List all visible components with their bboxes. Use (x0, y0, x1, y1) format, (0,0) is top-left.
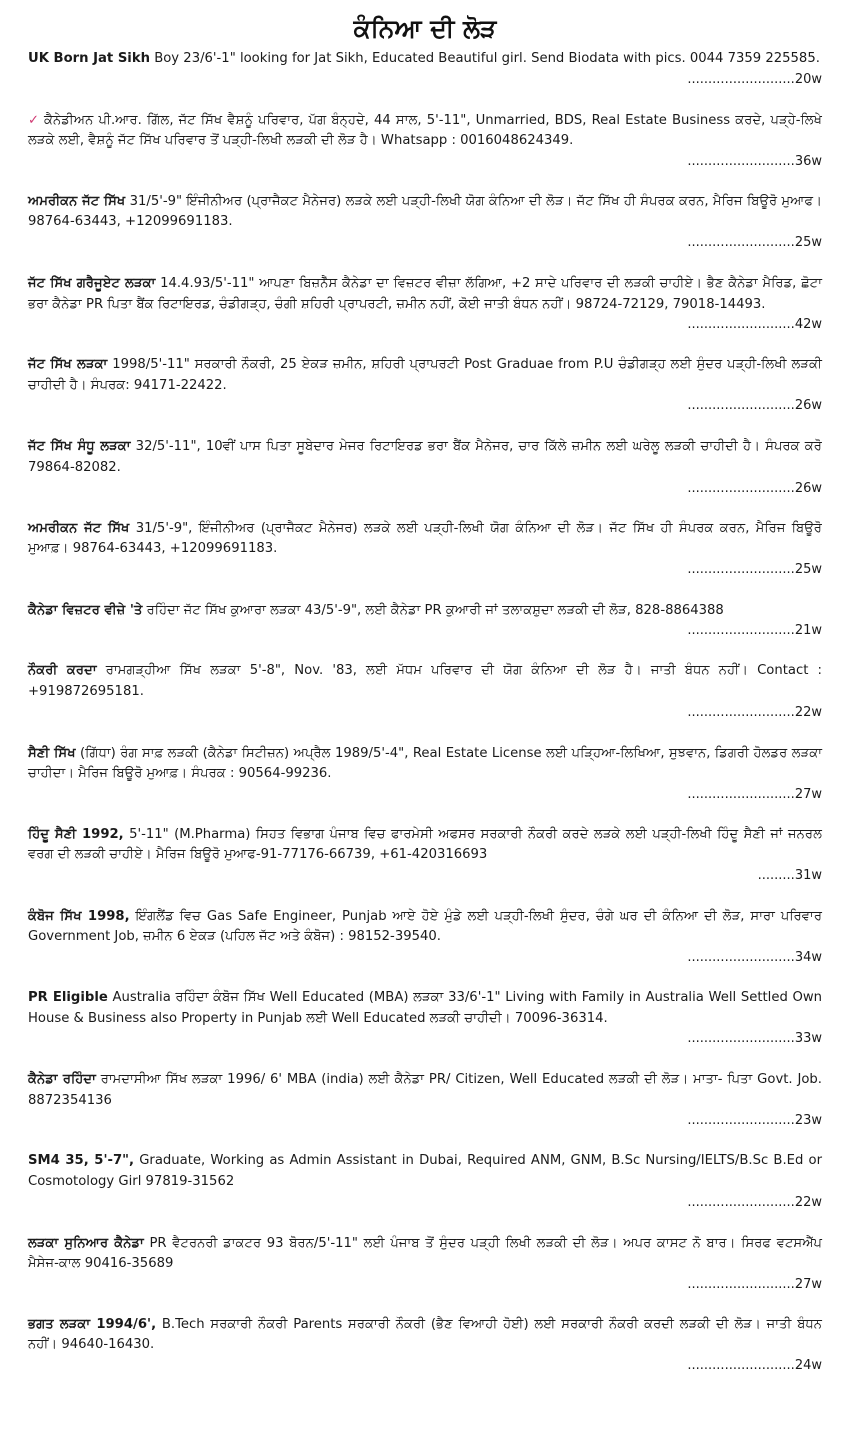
ad-headline: ਅਮਰੀਕਨ ਜੱਟ ਸਿੱਖ (28, 193, 126, 209)
ad-text: 5'-11" (M.Pharma) ਸਿਹਤ ਵਿਭਾਗ ਪੰਜਾਬ ਵਿਚ ਫਾਰਮੇਸੀ ਅਫਸਰ ਸਰਕਾਰੀ ਨੌਕਰੀ ਕਰਦੇ ਲੜਕੇ ਲਈ ਪੜ੍ਹੀ-ਲਿਖੀ ਹਿੰਦੂ ਸੈਣੀ ਜਾਂ ਜਨਰਲ ਵਰਗ ਦੀ ਲੜਕੀ ਚਾਹੀਏ। ਮੈਰਿਜ ਬਿਊਰੋ ਮੁਆਫ-91-77176-66739, +61-420316693 (28, 826, 822, 863)
ad-word-count: ..........................42w (687, 317, 822, 333)
page-title: ਕੰਨਿਆ ਦੀ ਲੋੜ (353, 14, 497, 43)
ad-text: B.Tech ਸਰਕਾਰੀ ਨੌਕਰੀ Parents ਸਰਕਾਰੀ ਨੌਕਰੀ (ਭੈਣ ਵਿਆਹੀ ਹੋਈ) ਲਈ ਸਰਕਾਰੀ ਨੌਕਰੀ ਕਰਦੀ ਲੜਕੀ ਦੀ ਲੋੜ। ਜਾਤੀ ਬੰਧਨ ਨਹੀਂ। 94640-16430. (28, 1316, 823, 1353)
ad-body (28, 744, 822, 785)
ad-body (28, 355, 822, 396)
classified-ad (28, 49, 822, 90)
ad-word-count: ..........................24w (687, 1358, 822, 1373)
checkmark-icon: ✓ (28, 112, 40, 128)
ad-body (28, 825, 822, 866)
ad-headline: ਲੜਕਾ ਸੁਨਿਆਰ ਕੈਨੇਡਾ (28, 1235, 144, 1251)
ad-word-count: ..........................25w (687, 234, 822, 250)
classified-ad (28, 355, 822, 416)
ad-body (28, 661, 822, 702)
ad-body (28, 907, 822, 948)
ad-headline: ਕੈਨੇਡਾ ਰਹਿੰਦਾ (28, 1072, 96, 1088)
ad-headline: ਜੱਟ ਸਿੱਖ ਲੜਕਾ (28, 357, 108, 373)
ad-text: 14.4.93/5'-11" ਆਪਣਾ ਬਿਜ਼ਨੈੱਸ ਕੈਨੇਡਾ ਦਾ ਵਿਜ਼ਟਰ ਵੀਜ਼ਾ ਲੱਗਿਆ, +2 ਸਾਦੇ ਪਰਿਵਾਰ ਦੀ ਲੜਕੀ ਚਾਹੀਏ। ਭੈਣ ਕੈਨੇਡਾ ਮੈਰਿਡ, ਛੋਟਾ ਭਰਾ ਕੈਨੇਡਾ PR ਪਿਤਾ ਬੈਂਕ ਰਿਟਾਇਰਡ, ਚੰਡੀਗੜ੍ਹ, ਚੰਗੀ ਸ਼ਹਿਰੀ ਪ੍ਰਾਪਰਟੀ, ਜ਼ਮੀਨ ਨਹੀਂ, ਕੋਈ ਜਾਤੀ ਬੰਧਨ ਨਹੀਂ। 98724-72129, 79018-14493. (28, 275, 822, 312)
ad-text: 1998/5'-11" ਸਰਕਾਰੀ ਨੌਕਰੀ, 25 ਏਕੜ ਜ਼ਮੀਨ, ਸ਼ਹਿਰੀ ਪ੍ਰਾਪਰਟੀ Post Graduae from P.U ਚੰਡੀਗੜ੍ਹ ਲਈ ਸੁੰਦਰ ਪੜ੍ਹੀ-ਲਿਖੀ ਲੜਕੀ ਚਾਹੀਦੀ ਹੈ। ਸੰਪਰਕ: 94171-22422. (28, 357, 822, 393)
ad-body (28, 49, 822, 70)
ad-headline: PR Eligible (28, 990, 108, 1006)
ad-word-count: ..........................26w (687, 480, 822, 496)
ad-word-count: ..........................27w (687, 1276, 822, 1292)
classified-ad (28, 661, 822, 722)
ad-word-count: .........31w (757, 867, 822, 883)
ad-body (28, 601, 822, 622)
ad-text: Australia ਰਹਿੰਦਾ ਕੰਬੋਜ ਸਿੱਖ Well Educated (MBA) ਲੜਕਾ 33/6'-1" Living with Family in Australia Well Settled Own House & Business also Property in Punjab ਲਈ Well Educated ਲੜਕੀ ਚਾਹੀਦੀ। 70096-36314. (28, 990, 822, 1026)
ad-word-count: ..........................25w (687, 561, 822, 577)
classified-ad (28, 825, 822, 886)
ad-headline: ਜੱਟ ਸਿੱਖ ਸੰਧੂ ਲੜਕਾ (28, 439, 131, 455)
ad-body (28, 1234, 822, 1275)
ad-headline: ਭਗਤ ਲੜਕਾ 1994/6', (28, 1316, 157, 1332)
classified-ad (28, 744, 822, 805)
classified-ad (28, 907, 822, 968)
ad-headline: ਸੈਣੀ ਸਿੱਖ (28, 745, 76, 761)
ad-text: 31/5'-9", ਇੰਜੀਨੀਅਰ (ਪ੍ਰਾਜੈਕਟ ਮੈਨੇਜਰ) ਲੜਕੇ ਲਈ ਪੜ੍ਹੀ-ਲਿਖੀ ਯੋਗ ਕੰਨਿਆ ਦੀ ਲੋੜ। ਜੱਟ ਸਿੱਖ ਹੀ ਸੰਪਰਕ ਕਰਨ, ਮੈਰਿਜ ਬਿਊਰੋ ਮੁਆਫ਼। 98764-63443, +12099691183. (28, 520, 822, 557)
classified-ad (28, 601, 822, 642)
ad-body (28, 111, 822, 152)
classified-ad (28, 1315, 822, 1376)
ad-text: 32/5'-11", 10ਵੀਂ ਪਾਸ ਪਿਤਾ ਸੂਬੇਦਾਰ ਮੇਜਰ ਰਿਟਾਇਰਡ ਭਰਾ ਬੈਂਕ ਮੈਨੇਜਰ, ਚਾਰ ਕਿੱਲੇ ਜ਼ਮੀਨ ਲਈ ਘਰੇਲੂ ਲੜਕੀ ਚਾਹੀਦੀ ਹੈ। ਸੰਪਰਕ ਕਰੋ 79864-82082. (28, 439, 822, 475)
ad-headline: ਕੈਨੇਡਾ ਵਿਜ਼ਟਰ ਵੀਜ਼ੇ 'ਤੇ (28, 602, 143, 618)
classified-ad (28, 519, 822, 580)
ad-text: ਰਹਿੰਦਾ ਜੱਟ ਸਿੱਖ ਕੁਆਰਾ ਲੜਕਾ 43/5'-9", ਲਈ ਕੈਨੇਡਾ PR ਕੁਆਰੀ ਜਾਂ ਤਲਾਕਸ਼ੁਦਾ ਲੜਕੀ ਦੀ ਲੋੜ, 828-8864388 (142, 602, 724, 618)
ad-text: PR ਵੈਟਰਨਰੀ ਡਾਕਟਰ 93 ਬੋਰਨ/5'-11" ਲਈ ਪੰਜਾਬ ਤੋਂ ਸੁੰਦਰ ਪੜ੍ਹੀ ਲਿਖੀ ਲੜਕੀ ਦੀ ਲੋੜ। ਅਪਰ ਕਾਸਟ ਨੋ ਬਾਰ। ਸਿਰਫ ਵਟਸਐੱਪ ਮੈਸੇਜ-ਕਾਲ 90416-35689 (28, 1235, 822, 1272)
ad-word-count: ..........................22w (687, 704, 822, 720)
ad-body (28, 1151, 822, 1192)
ad-text: ਰਾਮਗੜ੍ਹੀਆ ਸਿੱਖ ਲੜਕਾ 5'-8", Nov. '83, ਲਈ ਮੱਧਮ ਪਰਿਵਾਰ ਦੀ ਯੋਗ ਕੰਨਿਆ ਦੀ ਲੋੜ ਹੈ। ਜਾਤੀ ਬੰਧਨ ਨਹੀਂ। Contact : +919872695181. (28, 663, 822, 699)
classified-ad (28, 111, 822, 172)
ad-headline: SM4 35, 5'-7", (28, 1153, 135, 1169)
ads-list (28, 49, 822, 1376)
ad-text: ਕੈਨੇਡੀਅਨ ਪੀ.ਆਰ. ਗਿੱਲ, ਜੱਟ ਸਿੱਖ ਵੈਸ਼ਨੂੰ ਪਰਿਵਾਰ, ਪੱਗ ਬੰਨ੍ਹਦੇ, 44 ਸਾਲ, 5'-11", Unmarried, BDS, Real Estate Business ਕਰਦੇ, ਪੜ੍ਹੇ-ਲਿਖੇ ਲੜਕੇ ਲਈ, ਵੈਸ਼ਨੂੰ ਜੱਟ ਸਿੱਖ ਪਰਿਵਾਰ ਤੋਂ ਪੜ੍ਹੀ-ਲਿਖੀ ਲੜਕੀ ਦੀ ਲੋੜ ਹੈ। Whatsapp : 0016048624349. (28, 112, 822, 149)
ad-headline: ਜੱਟ ਸਿੱਖ ਗਰੈਜੂਏਟ ਲੜਕਾ (28, 275, 156, 291)
ad-text: 31/5'-9" ਇੰਜੀਨੀਅਰ (ਪ੍ਰਾਜੈਕਟ ਮੈਨੇਜਰ) ਲੜਕੇ ਲਈ ਪੜ੍ਹੀ-ਲਿਖੀ ਯੋਗ ਕੰਨਿਆ ਦੀ ਲੋੜ। ਜੱਟ ਸਿੱਖ ਹੀ ਸੰਪਰਕ ਕਰਨ, ਮੈਰਿਜ ਬਿਊਰੋ ਮੁਆਫ। 98764-63443, +12099691183. (28, 193, 822, 230)
classified-ad (28, 437, 822, 498)
ad-body (28, 1070, 822, 1111)
ad-text: Boy 23/6'-1" looking for Jat Sikh, Educated Beautiful girl. Send Biodata with pics. 0044 7359 225585. (150, 51, 820, 66)
ad-body (28, 988, 822, 1029)
ad-word-count: ..........................23w (687, 1113, 822, 1129)
ad-body (28, 192, 822, 233)
classified-ad (28, 1070, 822, 1131)
ad-body (28, 1315, 822, 1356)
classified-ad (28, 1234, 822, 1295)
ad-word-count: ..........................21w (687, 623, 822, 639)
classified-ad (28, 274, 822, 335)
ad-text: ਰਾਮਦਾਸੀਆ ਸਿੱਖ ਲੜਕਾ 1996/ 6' MBA (india) ਲਈ ਕੈਨੇਡਾ PR/ Citizen, Well Educated ਲੜਕੀ ਦੀ ਲੋੜ। ਮਾਤਾ- ਪਿਤਾ Govt. Job. 8872354136 (28, 1072, 822, 1108)
ad-word-count: ..........................36w (687, 153, 822, 169)
ad-word-count: ..........................26w (687, 398, 822, 414)
ad-body (28, 437, 822, 478)
ad-text: (ਗਿੱਧਾ) ਰੰਗ ਸਾਫ਼ ਲੜਕੀ (ਕੈਨੇਡਾ ਸਿਟੀਜ਼ਨ) ਅਪ੍ਰੈਲ 1989/5'-4", Real Estate License ਲਈ ਪੜ੍ਹਿਆ-ਲਿਖਿਆ, ਸੁਝਵਾਨ, ਡਿਗਰੀ ਹੋਲਡਰ ਲੜਕਾ ਚਾਹੀਦਾ। ਮੈਰਿਜ ਬਿਊਰੋ ਮੁਆਫ਼। ਸੰਪਰਕ : 90564-99236. (28, 745, 822, 782)
ad-body (28, 519, 822, 560)
classified-ad (28, 988, 822, 1049)
ad-word-count: ..........................27w (687, 786, 822, 802)
ad-word-count: ..........................34w (687, 950, 822, 966)
ad-word-count: ..........................22w (687, 1194, 822, 1210)
ad-text: ਇੰਗਲੈਂਡ ਵਿਚ Gas Safe Engineer, Punjab ਆਏ ਹੋਏ ਮੁੰਡੇ ਲਈ ਪੜ੍ਹੀ-ਲਿਖੀ ਸੁੰਦਰ, ਚੰਗੇ ਘਰ ਦੀ ਕੰਨਿਆ ਦੀ ਲੋੜ, ਸਾਰਾ ਪਰਿਵਾਰ Government Job, ਜ਼ਮੀਨ 6 ਏਕੜ (ਪਹਿਲ ਜੱਟ ਅਤੇ ਕੰਬੋਜ) : 98152-39540. (28, 908, 822, 945)
ad-headline: UK Born Jat Sikh (28, 51, 150, 66)
classified-ad (28, 1151, 822, 1212)
ad-text: Graduate, Working as Admin Assistant in Dubai, Required ANM, GNM, B.Sc Nursing/IELTS/B.Sc B.Ed or Cosmotology Girl 97819-31562 (28, 1153, 823, 1190)
classified-ad (28, 192, 822, 253)
ad-headline: ਅਮਰੀਕਨ ਜੱਟ ਸਿੱਖ (28, 520, 130, 536)
ad-word-count: ..........................20w (687, 71, 822, 87)
ad-headline: ਕੰਬੋਜ ਸਿੱਖ 1998, (28, 908, 130, 924)
ad-word-count: ..........................33w (687, 1031, 822, 1047)
ad-body (28, 274, 822, 315)
ad-headline: ਹਿੰਦੂ ਸੈਣੀ 1992, (28, 826, 124, 842)
ad-headline: ਨੌਕਰੀ ਕਰਦਾ (28, 663, 97, 679)
